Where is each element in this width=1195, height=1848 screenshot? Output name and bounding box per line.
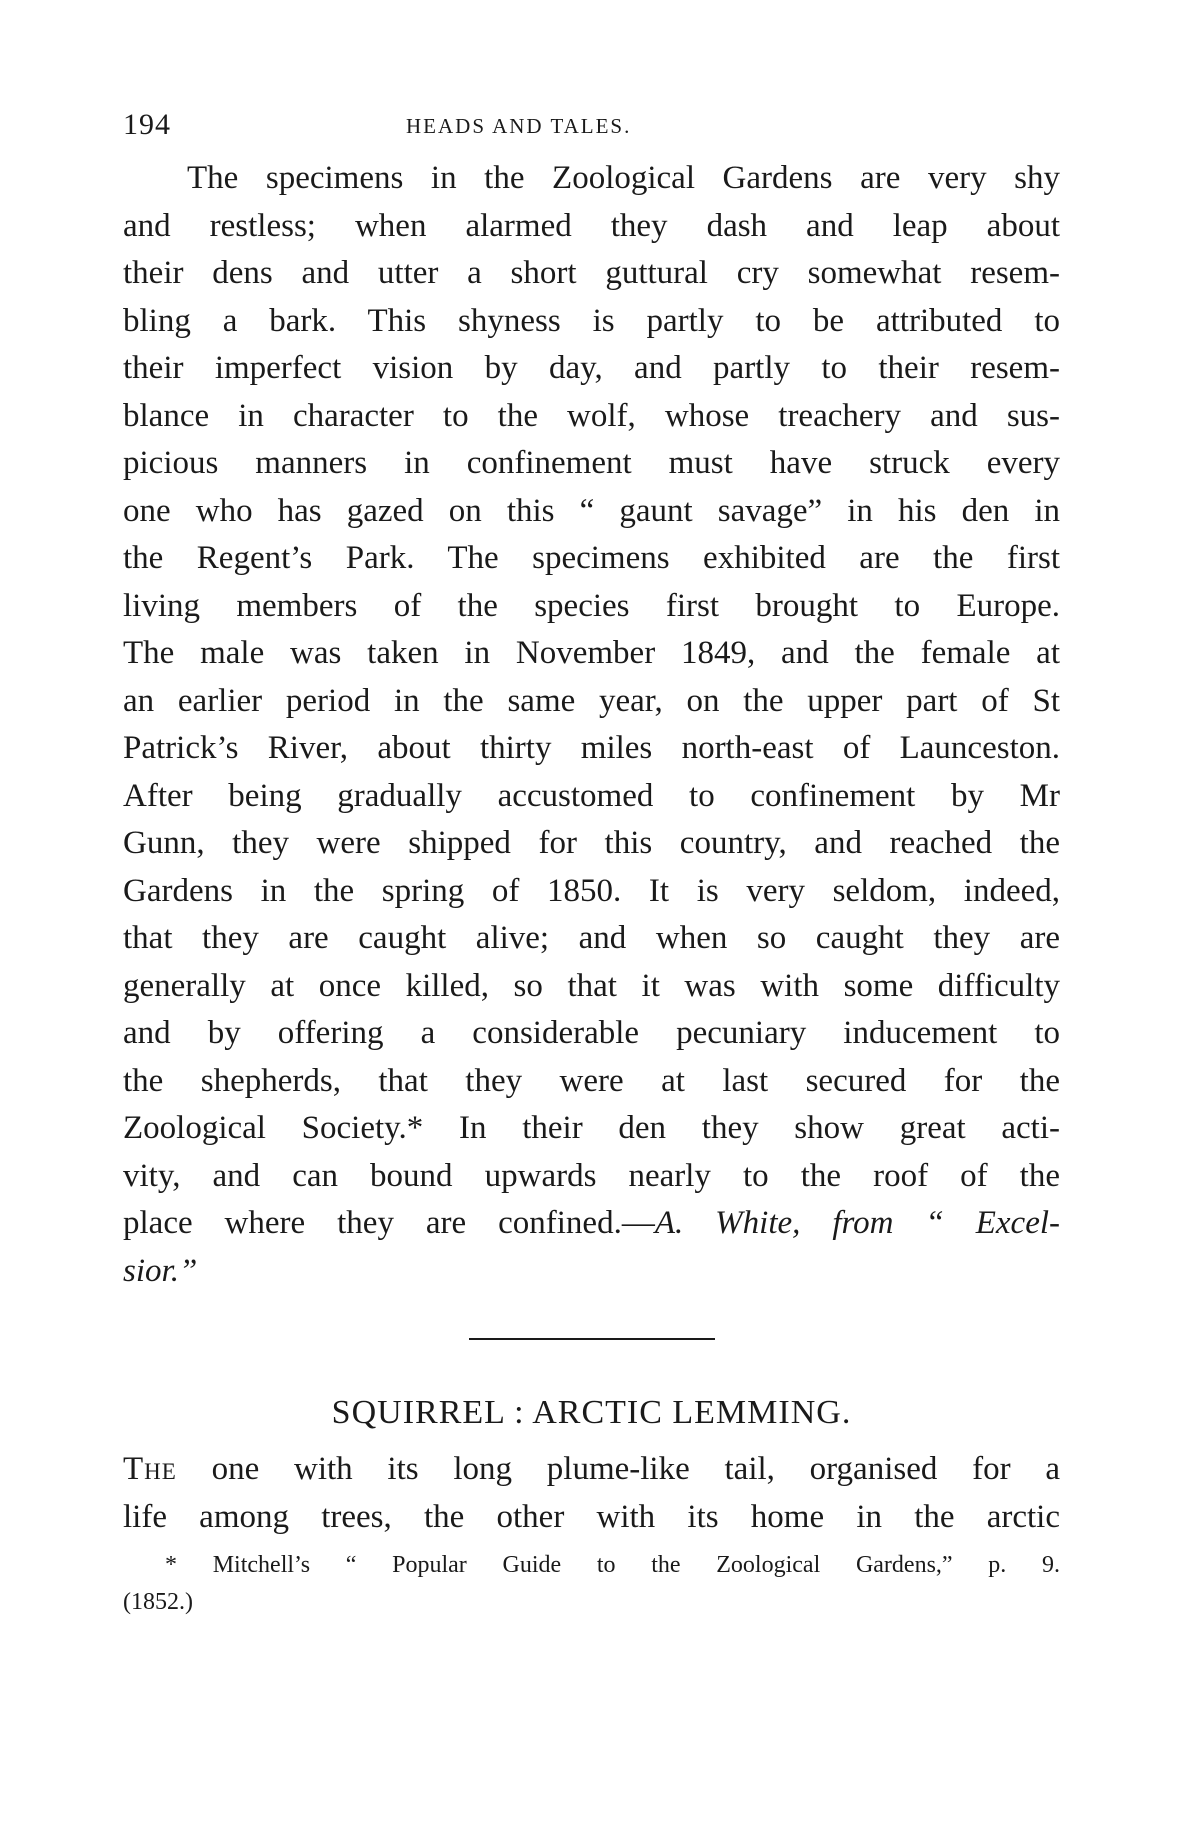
text-line: vity, and can bound upwards nearly to the roof of the	[123, 1157, 1060, 1194]
running-title: HEADS AND TALES.	[406, 114, 632, 138]
text-line: the shepherds, that they were at last secured for the	[123, 1062, 1060, 1099]
text-line: Gardens in the spring of 1850. It is very seldom, indeed,	[123, 872, 1060, 909]
attribution-source-end: sior.”	[123, 1252, 198, 1289]
running-head	[123, 100, 1060, 144]
attribution-source: “ Excel-	[925, 1205, 1061, 1241]
text-line: that they are caught alive; and when so caught they are	[123, 920, 1060, 956]
text-line: After being gradually accustomed to confinement by Mr	[123, 777, 1060, 814]
text-line: blance in character to the wolf, whose treachery and sus-	[123, 397, 1060, 434]
attribution-line	[123, 1200, 1060, 1248]
text-line: and by offering a considerable pecuniary inducement to	[123, 1015, 1060, 1051]
text-line: an earlier period in the same year, on the upper part of St	[123, 682, 1060, 719]
footnote-line: * Mitchell’s “ Popular Guide to the Zoological Gardens,” p. 9.	[165, 1552, 1060, 1578]
text-line: The specimens in the Zoological Gardens are very shy	[187, 160, 1060, 196]
text-line: Zoological Society.* In their den they show great acti-	[123, 1110, 1060, 1146]
footnote-line: (1852.)	[123, 1589, 193, 1615]
text-line: the Regent’s Park. The specimens exhibited are the first	[123, 540, 1060, 576]
attribution-end-line	[123, 1248, 1060, 1296]
text-line: The male was taken in November 1849, and the female at	[123, 635, 1060, 671]
section-heading: SQUIRREL : ARCTIC LEMMING.	[331, 1394, 852, 1431]
book-page	[123, 100, 1060, 1621]
opening-word: The	[123, 1451, 177, 1487]
text-segment: place where they are confined.—	[123, 1205, 655, 1241]
text-line: picious manners in confinement must have struck every	[123, 445, 1060, 481]
text-line: generally at once killed, so that it was with some difficulty	[123, 967, 1060, 1004]
attribution-author: A. White,	[654, 1205, 801, 1241]
text-line: and restless; when alarmed they dash and leap about	[123, 207, 1060, 244]
text-line: Patrick’s River, about thirty miles north-east of Launceston.	[123, 730, 1060, 766]
attribution-from: from	[832, 1205, 894, 1241]
section-paragraph	[123, 1446, 1060, 1541]
text-line: their imperfect vision by day, and partly to their resem-	[123, 350, 1060, 386]
text-line	[123, 1446, 1060, 1494]
page-number: 194	[123, 108, 171, 141]
footnote	[123, 1547, 1060, 1621]
section-divider	[469, 1338, 715, 1340]
text-line: one who has gazed on this “ gaunt savage” in his den in	[123, 492, 1060, 529]
text-line: bling a bark. This shyness is partly to be attributed to	[123, 302, 1060, 339]
text-line: their dens and utter a short guttural cry somewhat resem-	[123, 255, 1060, 291]
text-line: living members of the species first brought to Europe.	[123, 587, 1060, 624]
text-segment: one with its long plume-like tail, organised for a	[211, 1451, 1060, 1487]
text-line: Gunn, they were shipped for this country, and reached the	[123, 825, 1060, 861]
text-line: life among trees, the other with its home in the arctic	[123, 1498, 1060, 1535]
passage-paragraph	[123, 155, 1060, 1295]
